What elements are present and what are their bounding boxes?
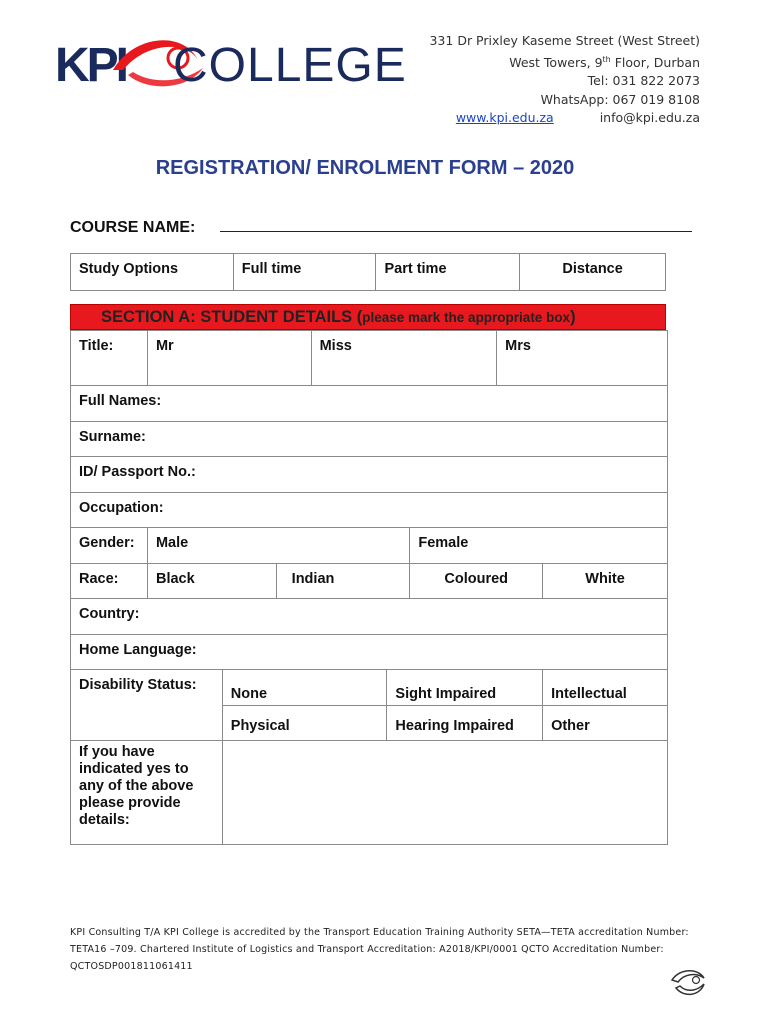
logo-kpi-text: KPI: [55, 39, 127, 92]
disability-details-field[interactable]: [222, 741, 667, 845]
option-distance[interactable]: Distance: [520, 254, 666, 291]
id-passport-field[interactable]: ID/ Passport No.:: [71, 457, 668, 493]
gender-option-female[interactable]: Female: [410, 528, 668, 564]
student-details-table: [70, 330, 668, 845]
address-building-post: Floor, Durban: [610, 54, 700, 70]
corner-swirl-icon: [668, 966, 708, 1002]
option-part-time[interactable]: Part time: [376, 254, 520, 291]
disability-option-sight-impaired[interactable]: Sight Impaired: [387, 670, 543, 706]
country-field[interactable]: Country:: [71, 599, 668, 635]
race-label: Race:: [71, 563, 148, 599]
address-street: 331 Dr Prixley Kaseme Street (West Street): [429, 33, 700, 48]
college-logo: [55, 30, 407, 100]
address-building-sup: th: [602, 54, 611, 64]
section-a-title: SECTION A: STUDENT DETAILS (: [101, 308, 363, 326]
home-language-field[interactable]: Home Language:: [71, 634, 668, 670]
course-name-label: COURSE NAME:: [70, 219, 196, 236]
race-option-white[interactable]: White: [543, 563, 668, 599]
contact-address: [429, 32, 700, 128]
full-names-field[interactable]: Full Names:: [71, 386, 668, 422]
race-option-indian[interactable]: Indian: [276, 563, 410, 599]
title-option-mr[interactable]: Mr: [147, 331, 311, 386]
title-option-miss[interactable]: Miss: [311, 331, 497, 386]
title-option-mrs[interactable]: Mrs: [497, 331, 668, 386]
address-whatsapp: WhatsApp: 067 019 8108: [540, 91, 700, 107]
address-tel: Tel: 031 822 2073: [587, 73, 700, 89]
course-name-field[interactable]: [220, 231, 692, 232]
gender-option-male[interactable]: Male: [147, 528, 409, 564]
disability-option-other[interactable]: Other: [543, 705, 668, 741]
footer-line-3: QCTOSDP001811061411: [70, 961, 193, 972]
disability-option-hearing-impaired[interactable]: Hearing Impaired: [387, 705, 543, 741]
disability-status-label: Disability Status:: [71, 670, 223, 741]
occupation-field[interactable]: Occupation:: [71, 492, 668, 528]
logo-college-text: COLLEGE: [173, 39, 407, 92]
form-title: REGISTRATION/ ENROLMENT FORM – 2020: [155, 157, 575, 179]
footer-line-2: TETA16 –709. Chartered Institute of Logistics and Transport Accreditation: A2018/KPI/0001 QCTO Accreditation Number:: [70, 944, 664, 955]
disability-option-intellectual[interactable]: Intellectual: [543, 670, 668, 706]
footer-line-1: KPI Consulting T/A KPI College is accredited by the Transport Education Training Authority SETA—TETA accreditation Number:: [70, 927, 689, 938]
race-option-black[interactable]: Black: [147, 563, 276, 599]
race-option-coloured[interactable]: Coloured: [410, 563, 543, 599]
title-label: Title:: [71, 331, 148, 386]
study-options-label: Study Options: [71, 254, 234, 291]
email-text: info@kpi.edu.za: [599, 110, 700, 126]
disability-details-label: If you have indicated yes to any of the above please provide details:: [71, 741, 223, 845]
gender-label: Gender:: [71, 528, 148, 564]
disability-option-none[interactable]: None: [222, 670, 387, 706]
section-a-note: please mark the appropriate box: [362, 310, 571, 325]
website-link[interactable]: www.kpi.edu.za: [455, 110, 554, 126]
surname-field[interactable]: Surname:: [71, 421, 668, 457]
section-a-close: ): [570, 308, 576, 326]
address-building-pre: West Towers, 9: [509, 54, 603, 70]
address-links: [429, 109, 700, 128]
disability-option-physical[interactable]: Physical: [222, 705, 387, 741]
address-building: [429, 51, 700, 73]
study-options-table: [70, 253, 666, 291]
section-a-header: [70, 304, 666, 330]
accreditation-footer: [70, 924, 700, 975]
option-full-time[interactable]: Full time: [233, 254, 376, 291]
